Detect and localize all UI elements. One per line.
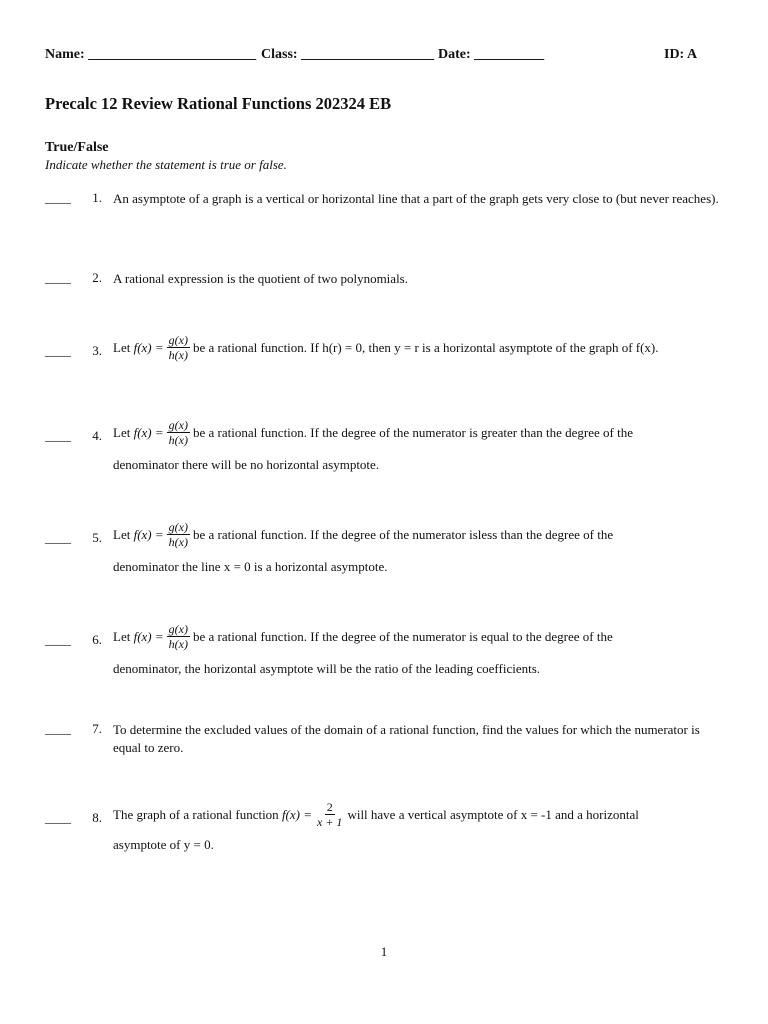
class-blank: ___________________ (301, 47, 435, 62)
fraction-numerator: g(x) (168, 520, 188, 534)
answer-blank: ____ (45, 428, 71, 443)
fraction-numerator: g(x) (168, 333, 188, 347)
question-number: 5. (92, 530, 102, 545)
question-text-after: will have a vertical asymptote of x = -1 and a horizontal (347, 806, 639, 822)
class-field (261, 47, 434, 63)
function-lhs: f(x) = (133, 424, 164, 440)
let-word: Let (113, 339, 131, 355)
page-title: Precalc 12 Review Rational Functions 202324 EB (45, 94, 392, 113)
question-text-after: be a rational function. If the degree of the numerator isless than the degree of the (192, 526, 614, 542)
fraction-denominator: x + 1 (317, 815, 343, 829)
question-number: 2. (92, 270, 102, 285)
answer-blank: ____ (45, 270, 71, 285)
question-text-continued: denominator, the horizontal asymptote will be the ratio of the leading coefficients. (113, 661, 541, 676)
question-text (113, 520, 613, 549)
fraction (167, 333, 190, 362)
answer-blank: ____ (45, 190, 71, 205)
page-number: 1 (380, 944, 388, 959)
question-number: 8. (92, 810, 102, 825)
question-text: An asymptote of a graph is a vertical or horizontal line that a part of the graph gets very close to (but never reaches). (113, 191, 719, 206)
question-text (113, 418, 633, 447)
let-word: Let (113, 526, 131, 542)
fraction-denominator: h(x) (168, 433, 188, 447)
fraction-denominator: h(x) (168, 348, 188, 362)
question-text (113, 800, 639, 829)
let-word: Let (113, 628, 131, 644)
question-number: 6. (92, 632, 102, 647)
section-instruction: Indicate whether the statement is true or false. (45, 157, 287, 172)
question-text-continued: denominator the line x = 0 is a horizontal asymptote. (113, 559, 388, 574)
question-text: A rational expression is the quotient of two polynomials. (113, 271, 408, 286)
question-number: 1. (92, 190, 102, 205)
answer-blank: ____ (45, 632, 71, 647)
name-field (45, 47, 256, 63)
name-blank: ________________________ (88, 47, 257, 62)
fraction-denominator: h(x) (168, 535, 188, 549)
question-text (113, 622, 613, 651)
name-label: Name: (45, 47, 85, 62)
function-lhs: f(x) = (133, 339, 164, 355)
fraction-numerator: g(x) (168, 622, 188, 636)
answer-blank: ____ (45, 721, 71, 736)
fraction (167, 418, 190, 447)
date-label: Date: (438, 47, 471, 62)
fraction (315, 800, 344, 829)
answer-blank: ____ (45, 343, 71, 358)
question-number: 7. (92, 721, 102, 736)
fraction-denominator: h(x) (168, 637, 188, 651)
question-text-after: be a rational function. If the degree of the numerator is equal to the degree of the (192, 628, 613, 644)
question-text-continued: denominator there will be no horizontal asymptote. (113, 457, 380, 472)
question-text-after: be a rational function. If the degree of the numerator is greater than the degree of the (192, 424, 633, 440)
id-label: ID: A (664, 47, 698, 62)
answer-blank: ____ (45, 810, 71, 825)
answer-blank: ____ (45, 530, 71, 545)
fraction-numerator: g(x) (168, 418, 188, 432)
fraction-numerator: 2 (326, 800, 333, 814)
question-number: 4. (92, 428, 102, 443)
question-text-continued: asymptote of y = 0. (113, 837, 214, 852)
question-text: To determine the excluded values of the domain of a rational function, find the values for which the numerator is equal to zero. (113, 722, 700, 755)
question-text (113, 333, 659, 362)
question-text-before: The graph of a rational function (113, 806, 279, 822)
let-word: Let (113, 424, 131, 440)
function-lhs: f(x) = (133, 628, 164, 644)
date-blank: __________ (474, 47, 545, 62)
date-field (438, 47, 544, 63)
function-lhs: f(x) = (133, 526, 164, 542)
fraction (167, 622, 190, 651)
question-text-after: be a rational function. If h(r) = 0, then y = r is a horizontal asymptote of the graph of f(x). (192, 339, 659, 355)
function-lhs: f(x) = (281, 806, 312, 822)
fraction (167, 520, 190, 549)
class-label: Class: (261, 47, 298, 62)
question-number: 3. (92, 343, 102, 358)
section-heading: True/False (45, 140, 109, 155)
